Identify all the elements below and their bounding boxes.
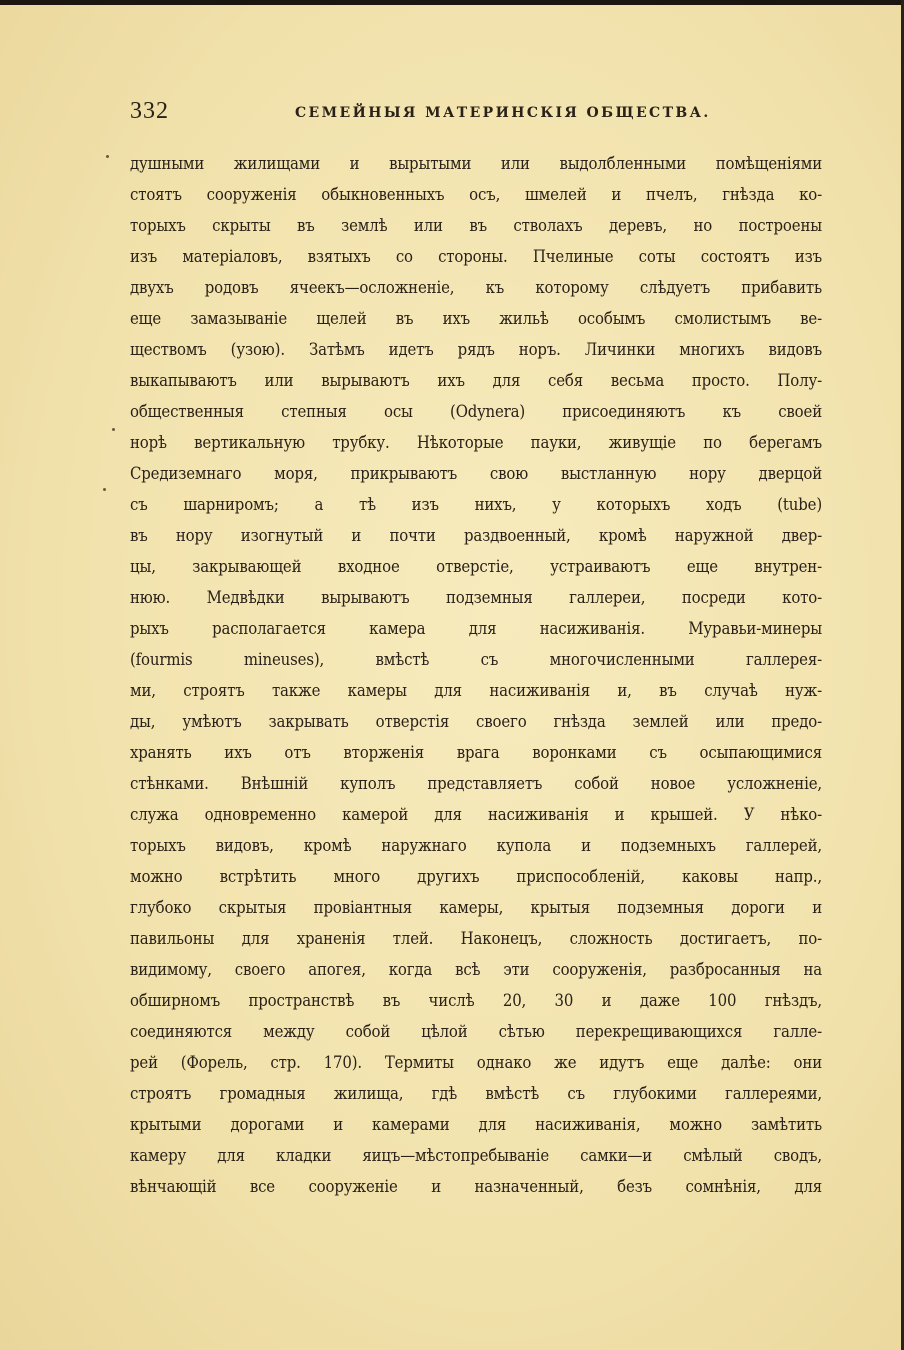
text-line: двухъ родовъ ячеекъ—осложненіе, къ которому слѣдуетъ прибавить (130, 278, 822, 297)
text-line: цы, закрывающей входное отверстіе, устраиваютъ еще внутрен- (130, 557, 822, 576)
text-line: ми, строятъ также камеры для насиживанія и, въ случаѣ нуж- (130, 681, 822, 700)
page-number: 332 (130, 98, 169, 124)
text-line: стоятъ сооруженія обыкновенныхъ осъ, шмелей и пчелъ, гнѣзда ко- (130, 185, 822, 204)
text-line: крытыми дорогами и камерами для насиживанія, можно замѣтить (130, 1115, 822, 1134)
text-line: служа одновременно камерой для насиживанія и крышей. У нѣко- (130, 805, 822, 824)
text-line: строятъ громадныя жилища, гдѣ вмѣстѣ съ глубокими галлереями, (130, 1084, 822, 1103)
text-line: видимому, своего апогея, когда всѣ эти сооруженія, разбросанныя на (130, 960, 822, 979)
body-text (130, 148, 822, 1202)
text-line: общественныя степныя осы (Odynera) присоединяютъ къ своей (130, 402, 822, 421)
margin-speck (112, 428, 115, 431)
text-line: выкапываютъ или вырываютъ ихъ для себя весьма просто. Полу- (130, 371, 822, 390)
text-line: торыхъ видовъ, кромѣ наружнаго купола и подземныхъ галлерей, (130, 836, 822, 855)
text-line: торыхъ скрыты въ землѣ или въ стволахъ деревъ, но построены (130, 216, 822, 235)
text-line: (fourmis mineuses), вмѣстѣ съ многочисленными галлерея- (130, 650, 822, 669)
text-line: рыхъ располагается камера для насиживанія. Муравьи-минеры (130, 619, 822, 638)
text-line: хранять ихъ отъ вторженія врага воронками съ осыпающимися (130, 743, 822, 762)
text-line: можно встрѣтить много другихъ приспособленій, каковы напр., (130, 867, 822, 886)
text-line: еще замазываніе щелей въ ихъ жильѣ особымъ смолистымъ ве- (130, 309, 822, 328)
text-line: изъ матеріаловъ, взятыхъ со стороны. Пчелиные соты состоятъ изъ (130, 247, 822, 266)
text-line: обширномъ пространствѣ въ числѣ 20, 30 и даже 100 гнѣздъ, (130, 991, 822, 1010)
page-top-edge (0, 0, 904, 5)
page-header (130, 98, 822, 138)
text-line: въ нору изогнутый и почти раздвоенный, кромѣ наружной двер- (130, 526, 822, 545)
text-line: ды, умѣютъ закрывать отверстія своего гнѣзда землей или предо- (130, 712, 822, 731)
text-line: душными жилищами и вырытыми или выдолбленными помѣщеніями (130, 154, 822, 173)
margin-speck (106, 155, 109, 158)
text-line: соединяются между собой цѣлой сѣтью перекрещивающихся галле- (130, 1022, 822, 1041)
margin-speck (103, 488, 106, 491)
text-line: глубоко скрытыя провіантныя камеры, крытыя подземныя дороги и (130, 898, 822, 917)
text-line: съ шарниромъ; а тѣ изъ нихъ, у которыхъ ходъ (tube) (130, 495, 822, 514)
text-line: вѣнчающій все сооруженіе и назначенный, безъ сомнѣнія, для (130, 1177, 822, 1196)
text-line: норѣ вертикальную трубку. Нѣкоторые пауки, живущіе по берегамъ (130, 433, 822, 452)
text-line: павильоны для храненія тлей. Наконецъ, сложность достигаетъ, по- (130, 929, 822, 948)
text-line: ществомъ (узою). Затѣмъ идетъ рядъ норъ. Личинки многихъ видовъ (130, 340, 822, 359)
text-line: камеру для кладки яицъ—мѣстопребываніе самки—и смѣлый сводъ, (130, 1146, 822, 1165)
text-line: Средиземнаго моря, прикрываютъ свою выстланную нору дверцой (130, 464, 822, 483)
text-line: нюю. Медвѣдки вырываютъ подземныя галлереи, посреди кото- (130, 588, 822, 607)
running-title: СЕМЕЙНЫЯ МАТЕРИНСКІЯ ОБЩЕСТВА. (295, 105, 711, 121)
text-line: рей (Форель, стр. 170). Термиты однако же идутъ еще далѣе: они (130, 1053, 822, 1072)
text-line: стѣнками. Внѣшній куполъ представляетъ собой новое усложненіе, (130, 774, 822, 793)
